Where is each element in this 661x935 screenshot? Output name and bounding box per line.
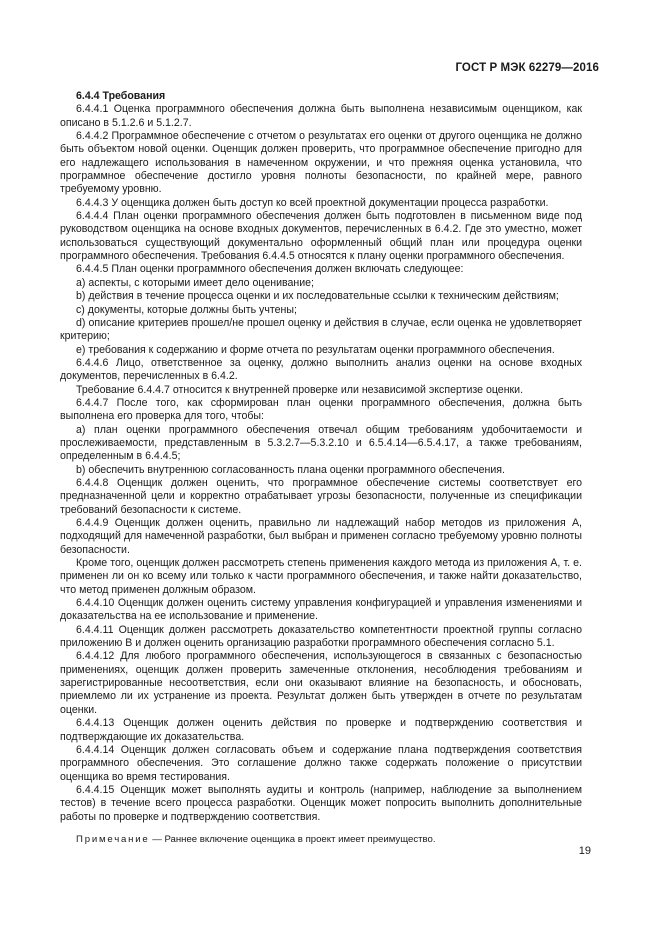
list-item: a) аспекты, с которыми имеет дело оценивание;	[76, 276, 315, 289]
document-body	[60, 90, 582, 846]
note-text: — Раннее включение оценщика в проект имеет преимущество.	[152, 833, 436, 845]
section-heading: 6.4.4 Требования	[76, 90, 166, 102]
paragraph: 6.4.4.9 Оценщик должен оценить, правильно ли надлежащий набор методов из приложения А, подходящий для намеченной разработки, был выбран и применен согласно требуемому уровню полноты безопасности.	[60, 517, 582, 556]
standard-header: ГОСТ Р МЭК 62279—2016	[455, 62, 599, 74]
paragraph: Кроме того, оценщик должен рассмотреть степень применения каждого метода из приложения А, т. е. применен ли он ко всему или только к части программного обеспечения, и также найти доказательство, что метод применен должным образом.	[60, 557, 582, 596]
note-label: Примечание	[76, 833, 150, 845]
paragraph: 6.4.4.1 Оценка программного обеспечения должна быть выполнена независимым оценщиком, как описано в 5.1.2.6 и 5.1.2.7.	[60, 103, 582, 129]
paragraph: 6.4.4.13 Оценщик должен оценить действия по проверке и подтверждению соответствия и подтверждающие их доказательства.	[60, 717, 582, 743]
paragraph: 6.4.4.10 Оценщик должен оценить систему управления конфигурацией и управления изменениями и доказательства на ее использование и применение.	[60, 597, 582, 623]
paragraph: 6.4.4.14 Оценщик должен согласовать объем и содержание плана подтверждения соответствия программного обеспечения. Это соглашение должно также содержать положение о присутствии оценщика во время тестирования.	[60, 743, 582, 783]
paragraph: Требование 6.4.4.7 относится к внутренней проверке или независимой экспертизе оценки.	[76, 383, 524, 396]
list-item: d) описание критериев прошел/не прошел оценку и действия в случае, если оценка не удовлетворяет критерию;	[60, 316, 582, 343]
paragraph: 6.4.4.15 Оценщик может выполнять аудиты и контроль (например, наблюдение за выполнением тестов) в течение всего процесса разработки. Оценщик может попросить выполнить дополнительные работы по проверке и подтверждению соответствия.	[60, 783, 582, 823]
paragraph: 6.4.4.12 Для любого программного обеспечения, использующегося в связанных с безопасностью применениях, оценщик должен проверить замеченные отклонения, несоблюдения требованиям и зарегистрированные несоответствия, если они оказывают влияние на безопасность, и обосновать, приемлемо ли их устранение из проекта. Результат должен быть утвержден в отчете по результатам оценки.	[60, 650, 582, 716]
list-item: c) документы, которые должны быть учтены;	[76, 303, 297, 316]
note	[60, 833, 582, 846]
list-item: b) обеспечить внутреннюю согласованность плана оценки программного обеспечения.	[76, 463, 505, 476]
paragraph: 6.4.4.8 Оценщик должен оценить, что программное обеспечение системы соответствует его предназначенной цели и корректно отрабатывает угрозы безопасности, полученные из спецификации требований безопасности к системе.	[60, 476, 582, 516]
paragraph: 6.4.4.7 После того, как сформирован план оценки программного обеспечения, должна быть выполнена его проверка для того, чтобы:	[60, 396, 582, 423]
paragraph: 6.4.4.3 У оценщика должен быть доступ ко всей проектной документации процесса разработки.	[76, 196, 549, 209]
paragraph: 6.4.4.6 Лицо, ответственное за оценку, должно выполнить анализ оценки на основе входных документов, перечисленных в 6.4.2.	[60, 356, 582, 383]
paragraph: 6.4.4.2 Программное обеспечение с отчетом о результатах его оценки от другого оценщика не должно быть объектом новой оценки. Оценщик должен проверить, что программное обеспечение пригодно для его надлежащего использования в намеченном окружении, и что прежняя оценка установила, что программное обеспечение достигло уровня полноты безопасности, по крайней мере, равного требуемому уровню.	[60, 130, 582, 196]
paragraph: 6.4.4.11 Оценщик должен рассмотреть доказательство компетентности проектной группы согласно приложению В и должен оценить организацию разработки программного обеспечения согласно 5.1.	[60, 623, 582, 650]
list-item: b) действия в течение процесса оценки и их последовательные ссылки к техническим действиям;	[76, 290, 559, 303]
list-item: a) план оценки программного обеспечения отвечал общим требованиям удобочитаемости и прослеживаемости, представленным в 5.3.2.7—5.3.2.10 и 6.5.4.14—6.5.4.17, а также требованиям, определенным в 6.4.4.5;	[60, 423, 582, 463]
paragraph: 6.4.4.4 План оценки программного обеспечения должен быть подготовлен в письменном виде под руководством оценщика на основе входных документов, перечисленных в 6.4.2. Где это уместно, может использоваться существующий документально оформленный общий план или процедура оценки программного обеспечения. Требования 6.4.4.5 относятся к плану оценки программного обеспечения.	[60, 210, 582, 263]
paragraph: 6.4.4.5 План оценки программного обеспечения должен включать следующее:	[76, 263, 464, 276]
list-item: e) требования к содержанию и форме отчета по результатам оценки программного обеспечения.	[76, 343, 555, 356]
page-number: 19	[578, 845, 591, 857]
